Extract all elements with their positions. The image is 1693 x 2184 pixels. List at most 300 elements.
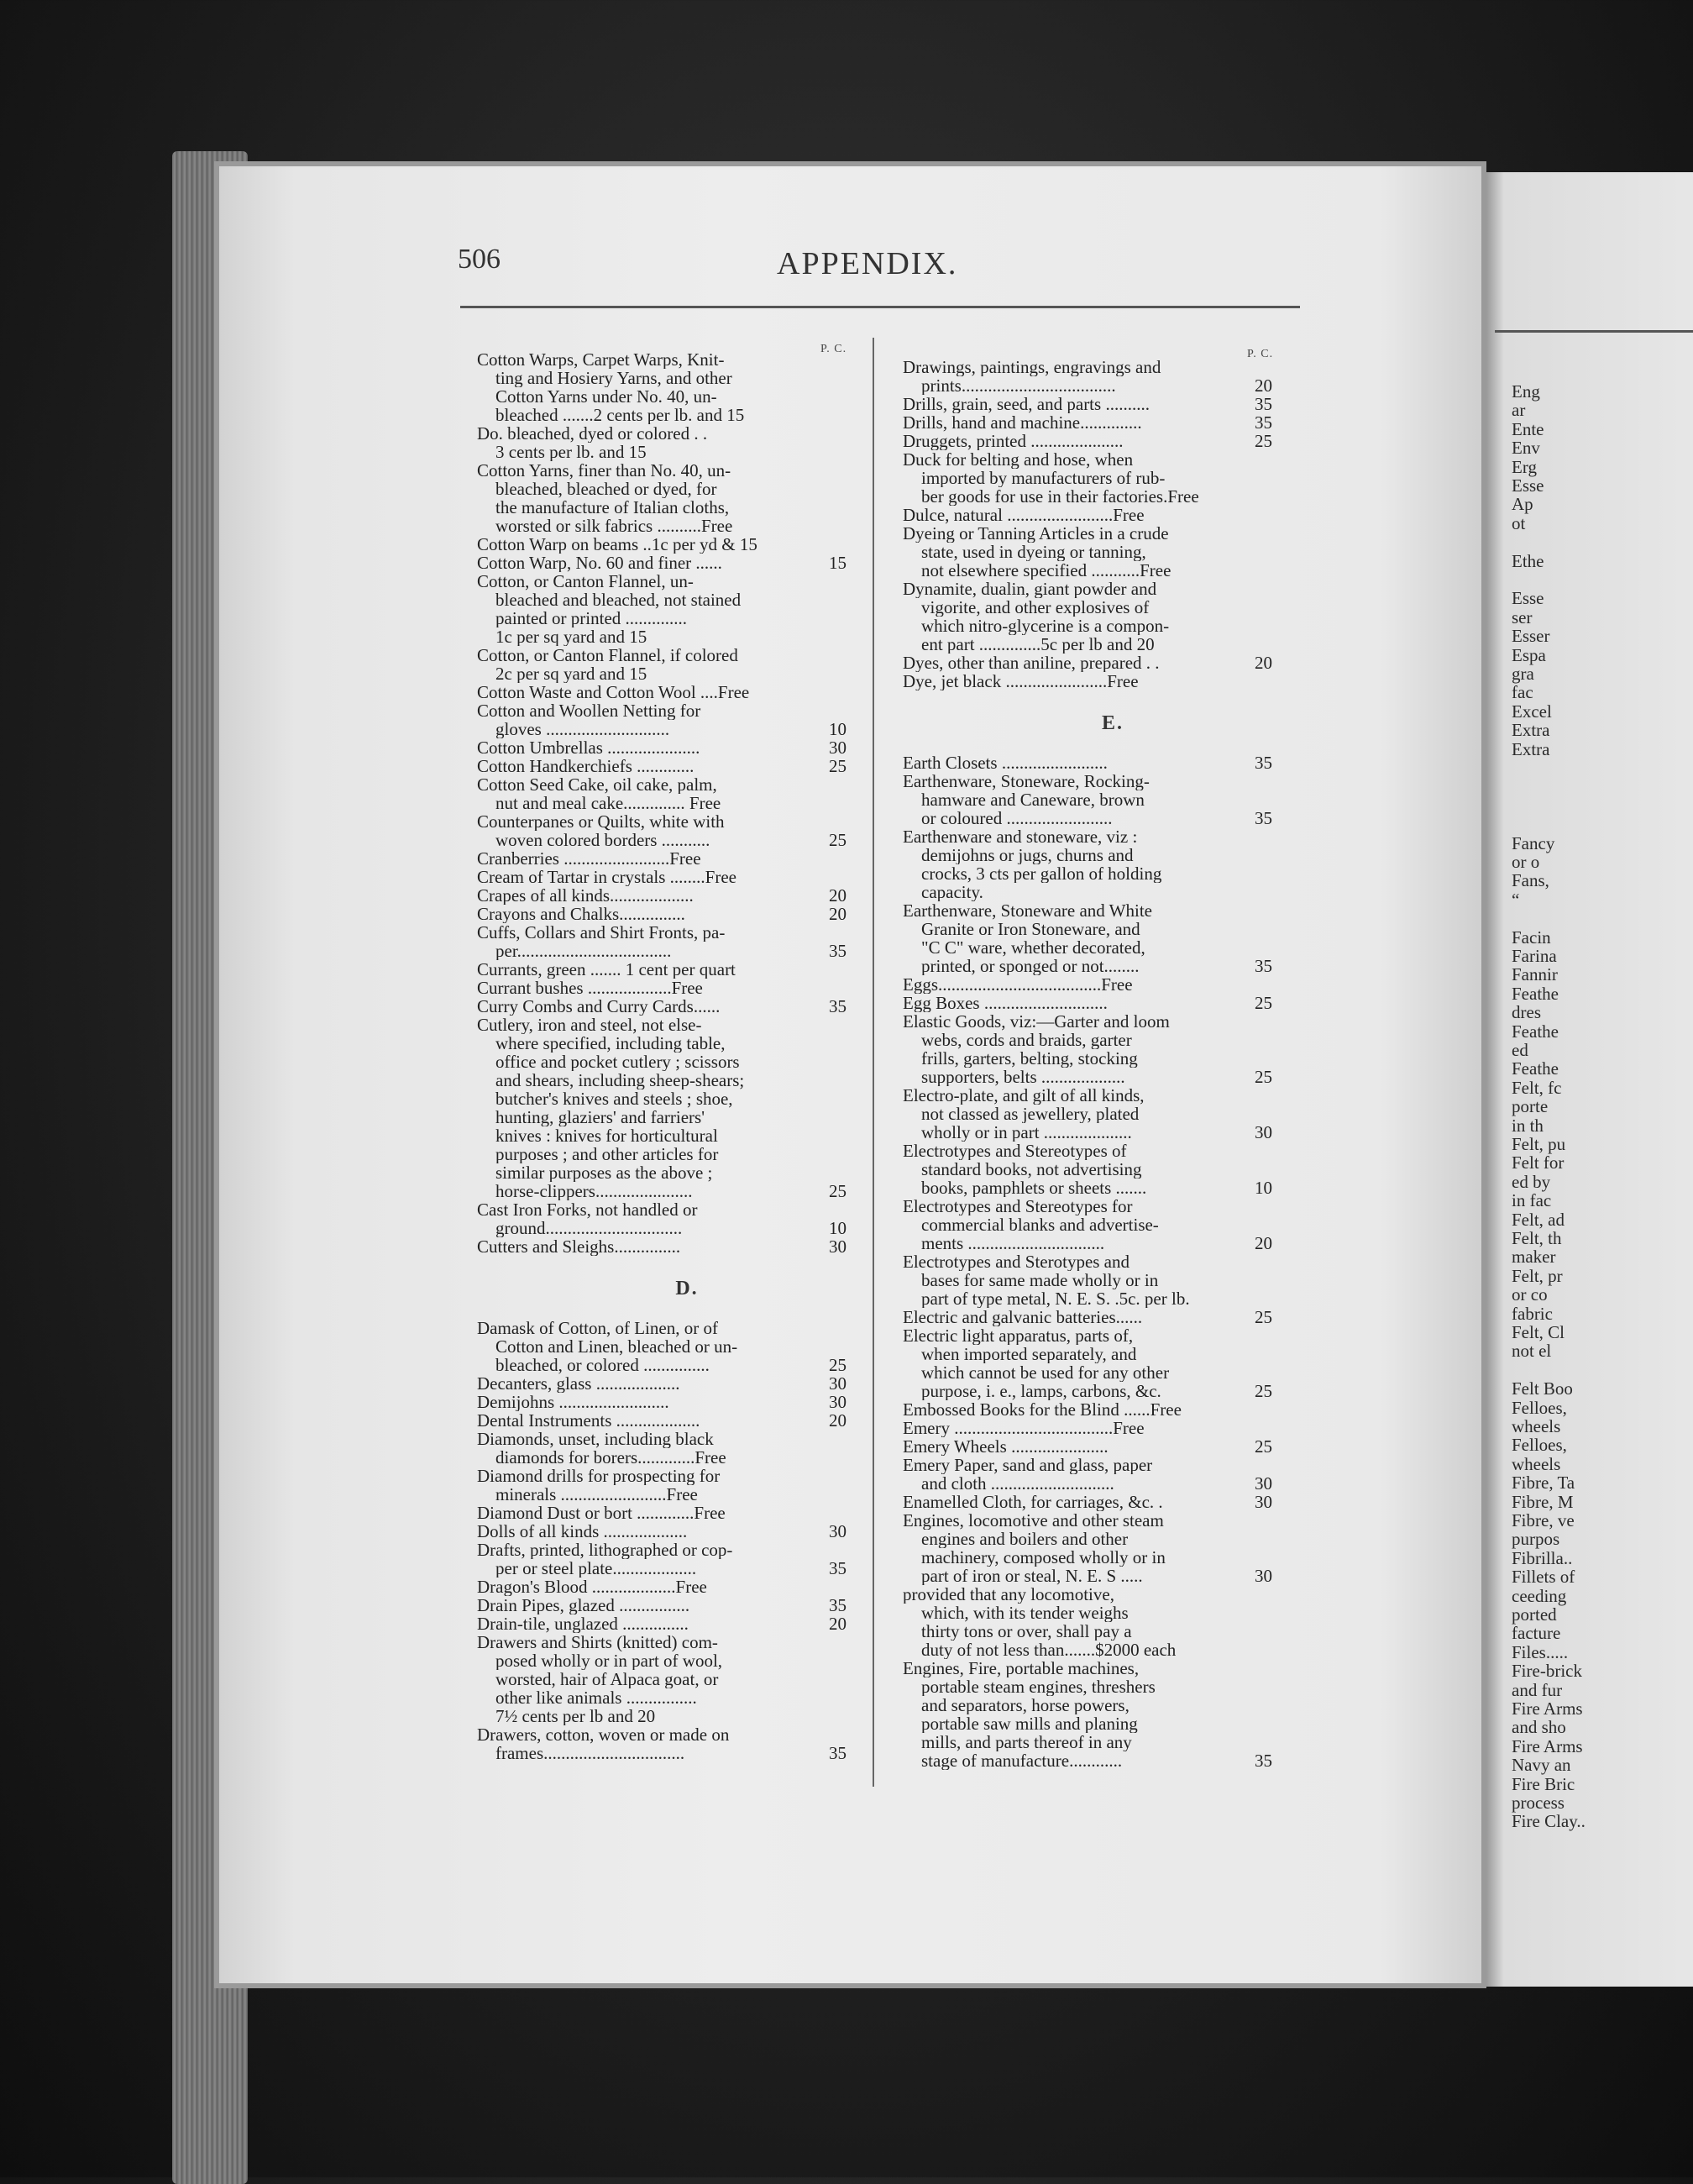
- next-page-fragment: Fannir: [1512, 964, 1558, 985]
- entry-line: Currant bushes ...................Free: [477, 979, 703, 997]
- entry-line: Diamond drills for prospecting for: [477, 1467, 721, 1485]
- next-page-fragment: fac: [1512, 682, 1533, 703]
- next-page-fragment: Fillets of: [1512, 1567, 1575, 1588]
- tariff-entry: [477, 886, 846, 905]
- entry-line: ting and Hosiery Yarns, and other: [495, 369, 732, 387]
- entry-rate: 35: [829, 941, 846, 961]
- entry-line: mills, and parts thereof in any: [921, 1733, 1132, 1751]
- tariff-entry: [903, 1012, 1272, 1086]
- next-page-fragment: Eng: [1512, 381, 1540, 402]
- entry-line: posed wholly or in part of wool,: [495, 1651, 723, 1670]
- entry-line: when imported separately, and: [921, 1345, 1137, 1363]
- entry-rate: 25: [829, 756, 846, 776]
- tariff-entry: [903, 506, 1272, 524]
- entry-line: ground...............................: [495, 1219, 683, 1237]
- entry-line: Cotton Waste and Cotton Wool ....Free: [477, 683, 750, 701]
- entry-line: Damask of Cotton, of Linen, or of: [477, 1319, 718, 1337]
- entry-rate: 20: [1255, 375, 1272, 396]
- tariff-entry: [903, 1437, 1272, 1456]
- tariff-entry: [903, 975, 1272, 994]
- next-page-fragment: Fire Arms: [1512, 1735, 1583, 1756]
- next-page-fragment: Navy an: [1512, 1755, 1571, 1776]
- entry-line: Dynamite, dualin, giant powder and: [903, 580, 1157, 598]
- tariff-entry: [903, 901, 1272, 975]
- entry-rate: 35: [1255, 808, 1272, 828]
- entry-line: machinery, composed wholly or in: [921, 1548, 1166, 1567]
- next-page-fragment: Felt, Cl: [1512, 1322, 1565, 1342]
- entry-line: painted or printed ..............: [495, 609, 688, 627]
- tariff-entry: [903, 1142, 1272, 1197]
- next-page-fragment: Felt for: [1512, 1152, 1565, 1173]
- entry-line: part of type metal, N. E. S. .5c. per lb.: [921, 1289, 1190, 1308]
- entry-line: state, used in dyeing or tanning,: [921, 543, 1146, 561]
- tariff-entry: [477, 461, 846, 535]
- tariff-entry: [903, 1197, 1272, 1252]
- tariff-entry: [477, 1578, 846, 1596]
- tariff-entry: [477, 1200, 846, 1237]
- entry-line: Cuffs, Collars and Shirt Fronts, pa-: [477, 923, 726, 942]
- entry-rate: 30: [1255, 1122, 1272, 1142]
- tariff-entry: [477, 1374, 846, 1393]
- next-page-fragment: Feathe: [1512, 1058, 1559, 1079]
- tariff-entry: [477, 1725, 846, 1762]
- entry-rate: 35: [1255, 394, 1272, 414]
- entry-line: Cotton Seed Cake, oil cake, palm,: [477, 775, 717, 794]
- entry-rate: 25: [829, 1355, 846, 1375]
- entry-line: Demijohns .........................: [477, 1393, 669, 1411]
- entry-line: and cloth ............................: [921, 1474, 1114, 1493]
- entry-rate: 10: [829, 719, 846, 739]
- tariff-entry: [477, 1614, 846, 1633]
- right-column: [903, 358, 1323, 1770]
- entry-line: Cotton and Linen, bleached or un-: [495, 1337, 738, 1356]
- right-page-fragment: [1486, 172, 1693, 1987]
- entry-line: Eggs.....................................Free: [903, 975, 1133, 994]
- tariff-entry: [477, 1016, 846, 1200]
- entry-rate: 25: [1255, 431, 1272, 451]
- entry-line: printed, or sponged or not........: [921, 957, 1140, 975]
- entry-line: butcher's knives and steels ; shoe,: [495, 1089, 733, 1108]
- entry-line: or coloured ........................: [921, 809, 1113, 827]
- next-page-fragment: Esse: [1512, 588, 1544, 609]
- next-page-fragment: ed: [1512, 1040, 1528, 1060]
- entry-line: Cutlery, iron and steel, not else-: [477, 1016, 702, 1034]
- tariff-entry: [903, 1456, 1272, 1493]
- entry-line: minerals ........................Free: [495, 1485, 698, 1504]
- next-page-fragment: Ethe: [1512, 550, 1544, 571]
- entry-line: Drills, hand and machine..............: [903, 413, 1142, 432]
- entry-line: portable saw mills and planing: [921, 1714, 1138, 1733]
- entry-rate: 35: [1255, 1751, 1272, 1771]
- entry-line: nut and meal cake.............. Free: [495, 794, 721, 812]
- next-page-fragment: “: [1512, 889, 1520, 910]
- entry-line: Dragon's Blood ...................Free: [477, 1578, 707, 1596]
- entry-line: bleached, or colored ...............: [495, 1356, 710, 1374]
- entry-line: standard books, not advertising: [921, 1160, 1142, 1179]
- entry-rate: 10: [1255, 1178, 1272, 1198]
- tariff-entry: [477, 1319, 846, 1374]
- entry-line: purposes ; and other articles for: [495, 1145, 719, 1163]
- next-page-fragment: Esser: [1512, 626, 1550, 647]
- entry-line: Drain Pipes, glazed ................: [477, 1596, 690, 1614]
- entry-line: Cream of Tartar in crystals ........Free: [477, 868, 736, 886]
- entry-line: books, pamphlets or sheets .......: [921, 1179, 1147, 1197]
- next-page-fragment: Felloes,: [1512, 1435, 1567, 1456]
- next-page-fragment: Facin: [1512, 927, 1551, 948]
- entry-line: Emery Wheels ......................: [903, 1437, 1109, 1456]
- entry-line: bleached .......2 cents per lb. and 15: [495, 406, 745, 424]
- entry-line: horse-clippers......................: [495, 1182, 693, 1200]
- entry-rate: 35: [1255, 753, 1272, 773]
- entry-line: part of iron or steal, N. E. S .....: [921, 1567, 1143, 1585]
- entry-line: where specified, including table,: [495, 1034, 726, 1053]
- entry-line: prints...................................: [921, 376, 1116, 395]
- next-page-fragment: Farina: [1512, 946, 1557, 966]
- entry-line: Diamonds, unset, including black: [477, 1430, 714, 1448]
- entry-line: Drawers, cotton, woven or made on: [477, 1725, 730, 1744]
- next-page-fragment: in th: [1512, 1115, 1544, 1136]
- next-page-fragment: ar: [1512, 400, 1526, 421]
- entry-line: knives : knives for horticultural: [495, 1126, 718, 1145]
- entry-line: Dye, jet black .......................Free: [903, 672, 1139, 690]
- entry-rate: 20: [829, 1614, 846, 1634]
- entry-line: "C C" ware, whether decorated,: [921, 938, 1145, 957]
- tariff-entry: [903, 1493, 1272, 1511]
- next-page-fragment: Espa: [1512, 644, 1546, 665]
- right-page-header-rule: [1495, 330, 1693, 333]
- entry-rate: 35: [1255, 412, 1272, 433]
- tariff-entry: [903, 524, 1272, 580]
- entry-line: Enamelled Cloth, for carriages, &c. .: [903, 1493, 1163, 1511]
- tariff-entry: [903, 1400, 1272, 1419]
- entry-rate: 20: [829, 904, 846, 924]
- entry-line: Crapes of all kinds...................: [477, 886, 694, 905]
- entry-line: Cotton Handkerchiefs .............: [477, 757, 694, 775]
- entry-line: Embossed Books for the Blind ......Free: [903, 1400, 1182, 1419]
- entry-line: Do. bleached, dyed or colored . .: [477, 424, 708, 443]
- entry-line: Cotton Yarns, finer than No. 40, un-: [477, 461, 731, 480]
- entry-line: Cotton Yarns under No. 40, un-: [495, 387, 717, 406]
- tariff-entry: [477, 572, 846, 646]
- entry-line: Cotton Warp, No. 60 and finer ......: [477, 554, 722, 572]
- entry-rate: 25: [1255, 1307, 1272, 1327]
- next-page-fragment: wheels: [1512, 1416, 1561, 1436]
- entry-line: wholly or in part ....................: [921, 1123, 1132, 1142]
- entry-line: Dyeing or Tanning Articles in a crude: [903, 524, 1169, 543]
- entry-line: the manufacture of Italian cloths,: [495, 498, 730, 517]
- tariff-entry: [477, 997, 846, 1016]
- entry-line: gloves ............................: [495, 720, 670, 738]
- entry-line: crocks, 3 cts per gallon of holding: [921, 864, 1162, 883]
- next-page-fragment: in fac: [1512, 1190, 1552, 1211]
- tariff-entry: [903, 772, 1272, 827]
- entry-line: Cotton Warp on beams ..1c per yd & 15: [477, 535, 757, 554]
- entry-line: frills, garters, belting, stocking: [921, 1049, 1138, 1068]
- entry-line: Duck for belting and hose, when: [903, 450, 1134, 469]
- tariff-entry: [477, 1467, 846, 1504]
- next-page-fragment: Felt, fc: [1512, 1077, 1562, 1098]
- entry-line: Earthenware, Stoneware and White: [903, 901, 1152, 920]
- next-page-fragment: Felt, pu: [1512, 1134, 1566, 1154]
- entry-line: Currants, green ....... 1 cent per quart: [477, 960, 736, 979]
- entry-line: Drain-tile, unglazed ...............: [477, 1614, 689, 1633]
- entry-line: which nitro-glycerine is a compon-: [921, 617, 1170, 635]
- entry-line: engines and boilers and other: [921, 1530, 1129, 1548]
- entry-line: per or steel plate...................: [495, 1559, 697, 1578]
- entry-line: Cotton Umbrellas .....................: [477, 738, 700, 757]
- entry-line: Dolls of all kinds ...................: [477, 1522, 688, 1541]
- entry-line: Decanters, glass ...................: [477, 1374, 680, 1393]
- entry-line: diamonds for borers.............Free: [495, 1448, 726, 1467]
- entry-line: ent part ..............5c per lb and 20: [921, 635, 1155, 654]
- entry-line: Engines, locomotive and other steam: [903, 1511, 1164, 1530]
- entry-line: ber goods for use in their factories.Free: [921, 487, 1199, 506]
- entry-rate: 20: [829, 1410, 846, 1431]
- entry-line: not classed as jewellery, plated: [921, 1105, 1140, 1123]
- tariff-entry: [903, 1585, 1272, 1659]
- next-page-fragment: fabric: [1512, 1303, 1553, 1324]
- entry-rate: 30: [829, 1392, 846, 1412]
- entry-rate: 35: [1255, 956, 1272, 976]
- entry-line: which, with its tender weighs: [921, 1604, 1129, 1622]
- tariff-entry: [903, 1252, 1272, 1308]
- entry-rate: 25: [1255, 1067, 1272, 1087]
- tariff-entry: [903, 413, 1272, 432]
- next-page-fragment: Extra: [1512, 720, 1550, 741]
- entry-rate: 25: [829, 830, 846, 850]
- entry-line: Crayons and Chalks...............: [477, 905, 685, 923]
- entry-line: bleached and bleached, not stained: [495, 591, 742, 609]
- tariff-entry: [477, 812, 846, 849]
- entry-line: Dental Instruments ...................: [477, 1411, 700, 1430]
- entry-line: Cotton and Woollen Netting for: [477, 701, 701, 720]
- next-page-fragment: and fur: [1512, 1679, 1563, 1700]
- entry-line: Druggets, printed .....................: [903, 432, 1124, 450]
- next-page-fragment: or o: [1512, 852, 1540, 872]
- entry-line: demijohns or jugs, churns and: [921, 846, 1134, 864]
- entry-line: not elsewhere specified ...........Free: [921, 561, 1171, 580]
- entry-line: purpose, i. e., lamps, carbons, &c.: [921, 1382, 1161, 1400]
- tariff-entry: [477, 1411, 846, 1430]
- entry-line: Counterpanes or Quilts, white with: [477, 812, 725, 831]
- tariff-entry: [477, 868, 846, 886]
- tariff-entry: [477, 646, 846, 683]
- entry-line: Drafts, printed, lithographed or cop-: [477, 1541, 733, 1559]
- next-page-fragment: ed by: [1512, 1171, 1551, 1192]
- entry-line: provided that any locomotive,: [903, 1585, 1114, 1604]
- entry-line: supporters, belts ...................: [921, 1068, 1125, 1086]
- entry-line: ments ...............................: [921, 1234, 1105, 1252]
- next-page-fragment: purpos: [1512, 1529, 1560, 1550]
- next-page-fragment: Felt Boo: [1512, 1378, 1573, 1399]
- tariff-entry: [477, 1541, 846, 1578]
- entry-line: 2c per sq yard and 15: [495, 664, 647, 683]
- next-page-fragment: or co: [1512, 1284, 1548, 1305]
- entry-line: vigorite, and other explosives of: [921, 598, 1150, 617]
- entry-line: Cotton, or Canton Flannel, if colored: [477, 646, 738, 664]
- section-letter-heading: E.: [1101, 712, 1124, 734]
- entry-rate: 20: [1255, 1233, 1272, 1253]
- entry-line: worsted, hair of Alpaca goat, or: [495, 1670, 719, 1688]
- next-page-fragment: Fire Arms: [1512, 1698, 1583, 1719]
- tariff-entry: [903, 654, 1272, 672]
- tariff-entry: [903, 753, 1272, 772]
- entry-rate: 25: [829, 1181, 846, 1201]
- next-page-fragment: and sho: [1512, 1717, 1566, 1738]
- entry-line: Electric and galvanic batteries......: [903, 1308, 1143, 1326]
- entry-line: Drills, grain, seed, and parts ..........: [903, 395, 1150, 413]
- entry-line: Emery Paper, sand and glass, paper: [903, 1456, 1153, 1474]
- entry-line: worsted or silk fabrics ..........Free: [495, 517, 733, 535]
- tariff-entry: [903, 432, 1272, 450]
- entry-line: Cast Iron Forks, not handled or: [477, 1200, 698, 1219]
- next-page-fragment: Fancy: [1512, 832, 1555, 853]
- entry-line: webs, cords and braids, garter: [921, 1031, 1132, 1049]
- entry-line: which cannot be used for any other: [921, 1363, 1170, 1382]
- entry-rate: 10: [829, 1218, 846, 1238]
- entry-rate: 20: [1255, 653, 1272, 673]
- tariff-entry: [477, 979, 846, 997]
- tariff-entry: [477, 738, 846, 757]
- entry-line: portable steam engines, threshers: [921, 1677, 1156, 1696]
- entry-line: Diamond Dust or bort .............Free: [477, 1504, 726, 1522]
- entry-rate: 35: [829, 1743, 846, 1763]
- entry-line: and separators, horse powers,: [921, 1696, 1130, 1714]
- entry-line: Electro-plate, and gilt of all kinds,: [903, 1086, 1145, 1105]
- tariff-entry: [903, 1419, 1272, 1437]
- entry-rate: 25: [1255, 993, 1272, 1013]
- next-page-fragment: Ap: [1512, 494, 1533, 515]
- tariff-entry: [903, 580, 1272, 654]
- tariff-entry: [477, 923, 846, 960]
- entry-line: commercial blanks and advertise-: [921, 1215, 1159, 1234]
- pc-label-right: P. C.: [1247, 348, 1274, 360]
- tariff-entry: [903, 1308, 1272, 1326]
- entry-line: Electrotypes and Stereotypes of: [903, 1142, 1127, 1160]
- next-page-fragment: not el: [1512, 1341, 1552, 1362]
- entry-line: Drawings, paintings, engravings and: [903, 358, 1161, 376]
- entry-rate: 30: [1255, 1566, 1272, 1586]
- entry-line: and shears, including sheep-shears;: [495, 1071, 745, 1089]
- tariff-entry: [477, 775, 846, 812]
- entry-line: 3 cents per lb. and 15: [495, 443, 647, 461]
- entry-line: capacity.: [921, 883, 983, 901]
- tariff-entry: [477, 701, 846, 738]
- next-page-fragment: Feathe: [1512, 1021, 1559, 1042]
- tariff-entry: [903, 994, 1272, 1012]
- tariff-entry: [903, 827, 1272, 901]
- next-page-fragment: wheels: [1512, 1453, 1561, 1474]
- tariff-entry: [477, 350, 846, 424]
- tariff-entry: [477, 905, 846, 923]
- page-title: APPENDIX.: [777, 246, 958, 281]
- entry-rate: 30: [829, 1521, 846, 1541]
- next-page-fragment: Felt, ad: [1512, 1209, 1565, 1230]
- entry-rate: 15: [829, 553, 846, 573]
- tariff-entry: [903, 1326, 1272, 1400]
- entry-line: 1c per sq yard and 15: [495, 627, 647, 646]
- entry-line: woven colored borders ...........: [495, 831, 710, 849]
- entry-line: Earthenware, Stoneware, Rocking-: [903, 772, 1150, 790]
- entry-rate: 35: [829, 1595, 846, 1615]
- entry-line: similar purposes as the above ;: [495, 1163, 713, 1182]
- header-rule: [460, 306, 1300, 308]
- entry-line: Cranberries ........................Free: [477, 849, 701, 868]
- next-page-fragment: Fibrilla..: [1512, 1547, 1573, 1568]
- next-page-fragment: ceeding: [1512, 1585, 1567, 1606]
- entry-line: Electric light apparatus, parts of,: [903, 1326, 1134, 1345]
- next-page-fragment: Ente: [1512, 418, 1544, 439]
- next-page-fragment: Esse: [1512, 475, 1544, 496]
- tariff-entry: [477, 757, 846, 775]
- tariff-entry: [903, 1086, 1272, 1142]
- entry-rate: 30: [1255, 1473, 1272, 1494]
- next-page-fragment: porte: [1512, 1096, 1549, 1117]
- tariff-entry: [477, 1633, 846, 1725]
- next-page-fragment: Fibre, ve: [1512, 1510, 1575, 1530]
- entry-line: Cutters and Sleighs...............: [477, 1237, 681, 1256]
- entry-line: other like animals ................: [495, 1688, 697, 1707]
- entry-line: Dulce, natural ........................Free: [903, 506, 1145, 524]
- next-page-fragment: Fibre, M: [1512, 1491, 1574, 1512]
- tariff-entry: [903, 395, 1272, 413]
- next-page-fragment: Extra: [1512, 738, 1550, 759]
- next-page-fragment: gra: [1512, 664, 1534, 684]
- next-page-fragment: Fire-brick: [1512, 1661, 1582, 1682]
- entry-rate: 35: [829, 996, 846, 1016]
- entry-line: bleached, bleached or dyed, for: [495, 480, 717, 498]
- tariff-entry: [903, 1659, 1272, 1770]
- tariff-entry: [477, 683, 846, 701]
- entry-rate: 30: [829, 1236, 846, 1257]
- entry-line: Emery ....................................Free: [903, 1419, 1145, 1437]
- tariff-entry: [477, 1596, 846, 1614]
- next-page-fragment: Fans,: [1512, 870, 1549, 891]
- next-page-fragment: Env: [1512, 438, 1540, 459]
- entry-line: stage of manufacture............: [921, 1751, 1123, 1770]
- page-number: 506: [458, 244, 501, 275]
- tariff-entry: [477, 1522, 846, 1541]
- entry-line: Engines, Fire, portable machines,: [903, 1659, 1140, 1677]
- entry-line: Electrotypes and Sterotypes and: [903, 1252, 1130, 1271]
- entry-line: Cotton Warps, Carpet Warps, Knit-: [477, 350, 725, 369]
- tariff-entry: [477, 1393, 846, 1411]
- entry-line: Cotton, or Canton Flannel, un-: [477, 572, 694, 591]
- next-page-fragment: Felt, pr: [1512, 1265, 1563, 1286]
- entry-line: Curry Combs and Curry Cards......: [477, 997, 721, 1016]
- tariff-entry: [903, 1511, 1272, 1585]
- entry-rate: 30: [829, 1373, 846, 1394]
- tariff-entry: [903, 358, 1272, 395]
- next-page-fragment: facture: [1512, 1623, 1561, 1644]
- tariff-entry: [477, 535, 846, 554]
- next-page-fragment: Erg: [1512, 456, 1537, 477]
- tariff-entry: [903, 450, 1272, 506]
- entry-rate: 35: [829, 1558, 846, 1578]
- entry-line: Granite or Iron Stoneware, and: [921, 920, 1140, 938]
- entry-rate: 25: [1255, 1381, 1272, 1401]
- entry-line: hunting, glaziers' and farriers': [495, 1108, 705, 1126]
- tariff-entry: [477, 554, 846, 572]
- entry-rate: 30: [829, 738, 846, 758]
- entry-line: Dyes, other than aniline, prepared . .: [903, 654, 1160, 672]
- tariff-entry: [477, 1430, 846, 1467]
- entry-line: hamware and Caneware, brown: [921, 790, 1145, 809]
- next-page-fragment: Fire Bric: [1512, 1773, 1575, 1794]
- entry-line: imported by manufacturers of rub-: [921, 469, 1166, 487]
- entry-line: 7½ cents per lb and 20: [495, 1707, 656, 1725]
- entry-line: Elastic Goods, viz:—Garter and loom: [903, 1012, 1170, 1031]
